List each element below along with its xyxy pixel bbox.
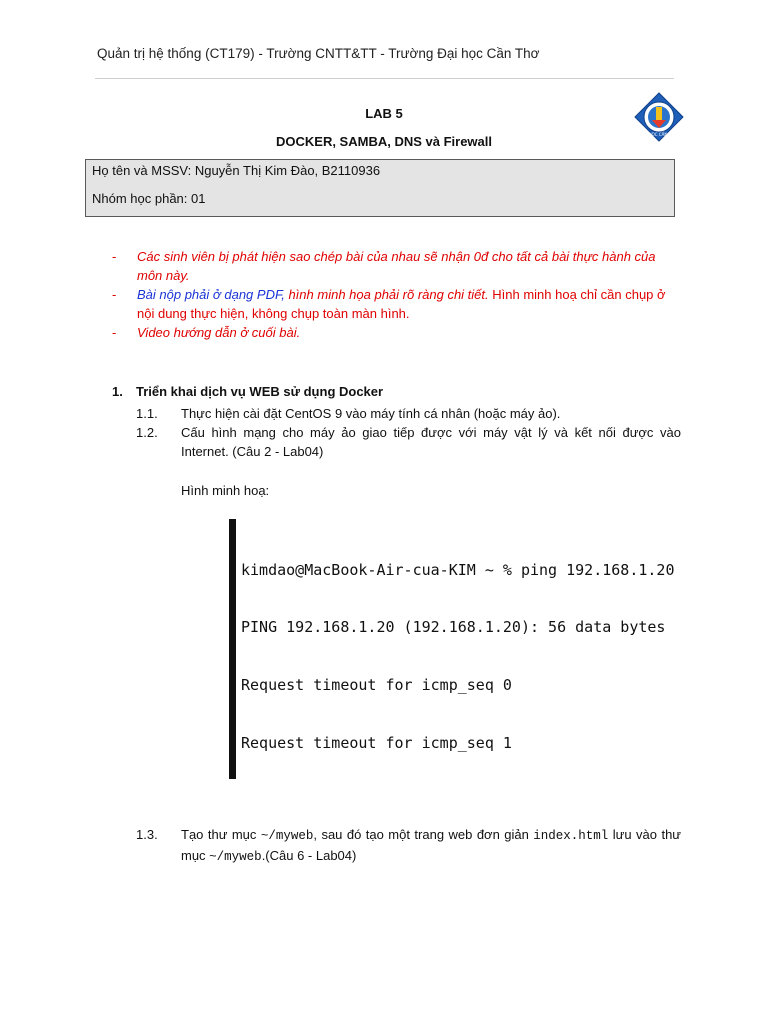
note-video: Video hướng dẫn ở cuối bài. [137,325,301,340]
task-text-part: Tạo thư mục [181,827,261,842]
terminal-scroll-edge [229,519,236,779]
terminal-line: kimdao@MacBook-Air-cua-KIM ~ % ping 192.168.1.20 [241,560,675,579]
note-plagiarism: Các sinh viên bị phát hiện sao chép bài của nhau sẽ nhận 0đ cho tất cả bài thực hành của môn này. [137,249,656,283]
terminal-line: Request timeout for icmp_seq 0 [241,676,512,695]
task-item [136,404,681,424]
task-item [136,423,681,463]
note-item [112,247,682,285]
task-text: Cấu hình mạng cho máy ảo giao tiếp được với máy vật lý và kết nối được vào Internet. (Câu 2 - Lab04) [181,425,681,459]
university-logo [634,92,684,142]
note-image-scope: Hình minh hoạ chỉ cần chụp ở nội dung thực hiện, không chụp toàn màn hình. [137,287,666,321]
section-number: 1. [112,384,123,399]
task-text-part: .(Câu 6 - Lab04) [261,848,357,863]
terminal-line: PING 192.168.1.20 (192.168.1.20): 56 data bytes [241,618,666,637]
header-divider [95,78,674,79]
terminal-line: Request timeout for icmp_seq 1 [241,734,512,753]
section-heading [112,384,383,399]
note-bullet: - [112,287,117,302]
task-number: 1.3. [136,827,158,842]
task-text-part: , sau đó tạo một trang web đơn giản [313,827,534,842]
notes-list [112,247,682,342]
logo-text: ĐẠI HỌC CẦN THƠ [640,132,678,137]
figure-caption: Hình minh hoạ: [181,483,270,498]
code-path: ~/myweb [260,829,314,843]
student-name-id: Họ tên và MSSV: Nguyễn Thị Kim Đào, B2110936 [92,163,381,178]
lab-title: LAB 5 [365,106,403,121]
terminal-screenshot [229,519,768,779]
lab-subtitle: DOCKER, SAMBA, DNS và Firewall [276,134,492,149]
task-item [136,825,681,865]
code-filename: index.html [533,829,609,843]
task-number: 1.1. [136,406,158,421]
page-header: Quản trị hệ thống (CT179) - Trường CNTT&TT - Trường Đại học Cần Thơ [97,46,540,61]
note-item [112,285,682,323]
task-number: 1.2. [136,425,158,440]
student-info-box [85,159,675,217]
note-item [112,323,682,342]
task-text: Thực hiện cài đặt CentOS 9 vào máy tính cá nhân (hoặc máy ảo). [181,406,561,421]
note-bullet: - [112,325,117,340]
section-title: Triển khai dịch vụ WEB sử dụng Docker [136,384,384,399]
course-group: Nhóm học phần: 01 [92,191,206,206]
task-text [181,825,681,867]
code-path: ~/myweb [209,850,262,864]
note-bullet: - [112,249,117,264]
note-pdf: Bài nộp phải ở dạng PDF, [137,287,285,302]
task-text-part: lưu vào thư mục [181,827,681,863]
terminal-output [241,522,756,779]
note-image-clear: hình minh họa phải rõ ràng chi tiết. [284,287,489,302]
